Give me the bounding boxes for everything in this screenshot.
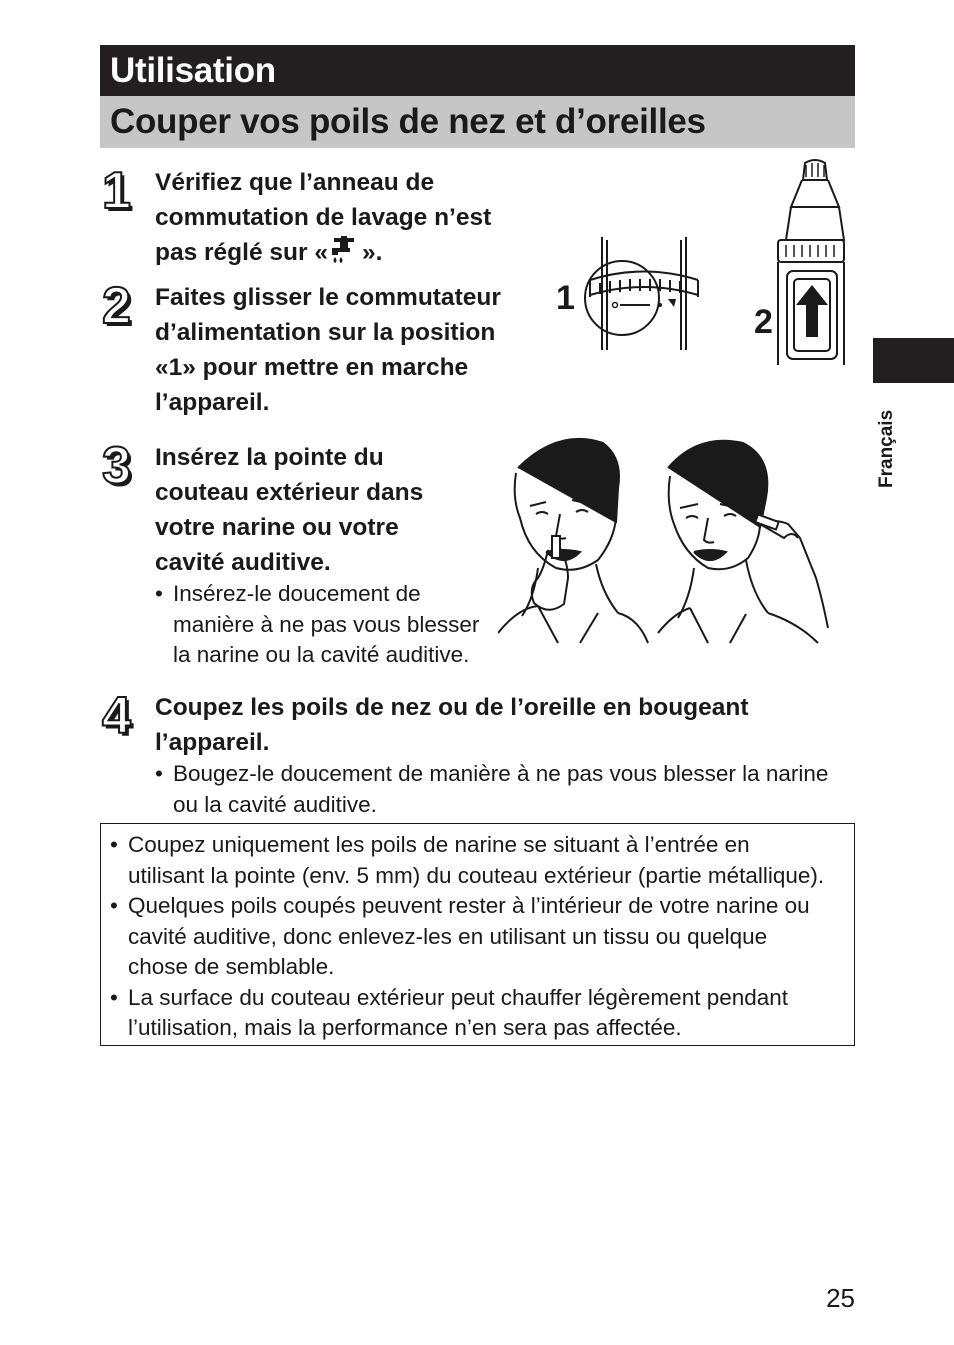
bullet-dot: •: [110, 984, 118, 1010]
step-3-note-line-2: manière à ne pas vous blesser: [173, 611, 480, 637]
step-1-line-2: commutation de lavage n’est: [155, 204, 492, 231]
step-1-line-3-end: ».: [361, 239, 383, 266]
water-tap-icon: [330, 236, 360, 274]
language-tab-marker: [873, 338, 954, 383]
step-3-line-1: Insérez la pointe du: [155, 444, 384, 471]
step-3-note-line-3: la narine ou la cavité auditive.: [173, 642, 470, 667]
callout-2-label: 2: [754, 303, 773, 341]
step-4-line-1: Coupez les poils de nez ou de l’oreille en bougeant: [155, 694, 749, 721]
step-3-note-item: [155, 579, 495, 671]
note-item-3: [110, 983, 844, 1044]
step-2-line-1: Faites glisser le commutateur: [155, 284, 501, 311]
caution-notes-box: [100, 823, 855, 1046]
step-1-number: 1: [102, 162, 131, 220]
step-4-note-line-1: Bougez-le doucement de manière à ne pas vous blesser la narine: [173, 761, 829, 786]
note-3-line-1: La surface du couteau extérieur peut chauffer légèrement pendant: [128, 984, 789, 1010]
note-2-line-3: chose de semblable.: [128, 954, 335, 979]
step-2-number: 2: [102, 277, 131, 335]
note-1-line-1: Coupez uniquement les poils de narine se situant à l’entrée en: [128, 832, 750, 857]
step-2-line-4: l’appareil.: [155, 389, 270, 416]
step-4-note-item: [155, 759, 855, 820]
note-1-line-2: utilisant la pointe (env. 5 mm) du couteau extérieur (partie métallique).: [128, 862, 825, 888]
step-3-note-line-1: Insérez-le doucement de: [173, 581, 421, 606]
man-nose-figure: [498, 439, 648, 643]
step-4-number: 4: [102, 687, 131, 745]
note-2-line-1: Quelques poils coupés peuvent rester à l’intérieur de votre narine ou: [128, 893, 810, 918]
page-subtitle: Couper vos poils de nez et d’oreilles: [100, 96, 855, 148]
section-title: Utilisation: [100, 45, 855, 96]
step-3-line-3: votre narine ou votre: [155, 514, 399, 541]
usage-faces-illustration: [498, 428, 838, 648]
step-4-text: [155, 690, 855, 760]
language-label: Français: [876, 409, 897, 488]
step-1-line-1: Vérifiez que l’anneau de: [155, 169, 435, 196]
note-item-2: [110, 891, 844, 983]
note-item-1: [110, 830, 844, 891]
step-4-note-line-2: ou la cavité auditive.: [173, 791, 377, 817]
page-number: 25: [826, 1283, 855, 1313]
callout-1-label: 1: [556, 279, 575, 317]
step-4-note: [155, 759, 855, 820]
note-2-line-2: cavité auditive, donc enlevez-les en utilisant un tissu ou quelque: [128, 923, 768, 949]
step-4-line-2: l’appareil.: [155, 729, 270, 756]
step-3-text: [155, 440, 495, 580]
bullet-dot: •: [155, 761, 163, 786]
step-1-line-3: [155, 235, 535, 274]
step-2-line-3: «1» pour mettre en marche: [155, 354, 469, 381]
step-2-text: [155, 280, 535, 420]
step-1-line-3-start: pas réglé sur «: [155, 239, 328, 266]
step-3-note: [155, 579, 495, 671]
step-3-line-2: couteau extérieur dans: [155, 479, 424, 506]
step-3-line-4: cavité auditive.: [155, 549, 331, 576]
bullet-dot: •: [110, 832, 118, 857]
step-1-text: [155, 165, 535, 274]
step-2-line-2: d’alimentation sur la position: [155, 319, 496, 346]
bullet-dot: •: [155, 581, 163, 606]
step-3-number: 3: [102, 437, 131, 495]
trimmer-switch-illustration: [550, 155, 860, 370]
note-3-line-2: l’utilisation, mais la performance n’en sera pas affectée.: [128, 1015, 682, 1040]
man-ear-figure: [658, 441, 828, 643]
bullet-dot: •: [110, 893, 118, 918]
